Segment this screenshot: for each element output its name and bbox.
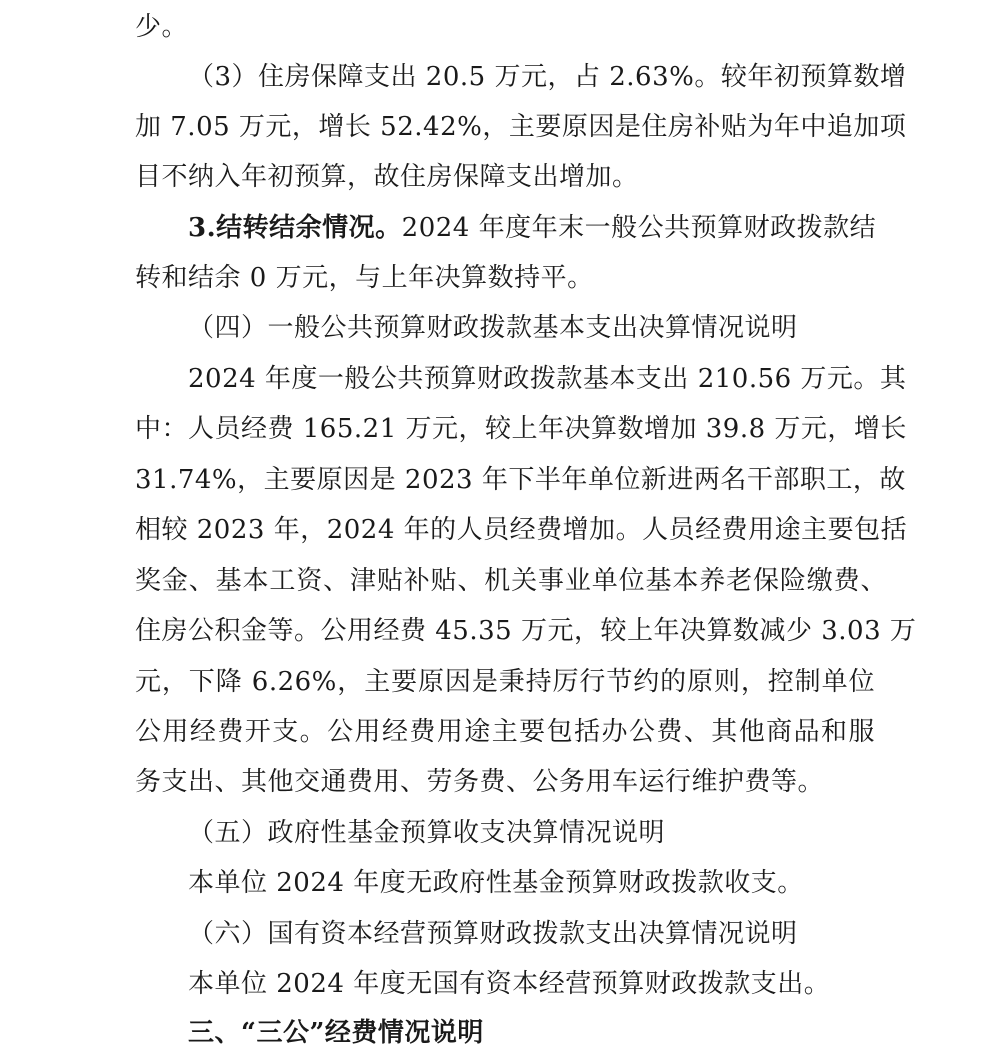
text-line: 本单位 2024 年度无国有资本经营预算财政拨款支出。 bbox=[188, 969, 831, 999]
section-heading: 3.结转结余情况。 bbox=[188, 213, 402, 243]
text-line: 加 7.05 万元，增长 52.42%，主要原因是住房补贴为年中追加项 bbox=[135, 112, 907, 142]
text-line: 相较 2023 年，2024 年的人员经费增加。人员经费用途主要包括 bbox=[135, 515, 908, 545]
text-line: 少。 bbox=[135, 12, 189, 42]
text-line: 3.结转结余情况。2024 年度年末一般公共预算财政拨款结 bbox=[188, 213, 877, 243]
text-line: 务支出、其他交通费用、劳务费、公务用车运行维护费等。 bbox=[135, 767, 825, 797]
text-line: 31.74%，主要原因是 2023 年下半年单位新进两名干部职工，故 bbox=[135, 465, 906, 495]
text-line: 奖金、基本工资、津贴补贴、机关事业单位基本养老保险缴费、 bbox=[135, 566, 887, 596]
section-heading: （四）一般公共预算财政拨款基本支出决算情况说明 bbox=[188, 313, 798, 343]
text-line: 转和结余 0 万元，与上年决算数持平。 bbox=[135, 263, 594, 293]
section-heading: 三、“三公”经费情况说明 bbox=[188, 1018, 484, 1048]
section-heading: （五）政府性基金预算收支决算情况说明 bbox=[188, 818, 666, 848]
text-line: 元，下降 6.26%，主要原因是秉持厉行节约的原则，控制单位 bbox=[135, 667, 875, 697]
section-heading: （六）国有资本经营预算财政拨款支出决算情况说明 bbox=[188, 919, 798, 949]
text-line: 公用经费开支。公用经费用途主要包括办公费、其他商品和服 bbox=[135, 717, 875, 747]
text-line: 2024 年度一般公共预算财政拨款基本支出 210.56 万元。其 bbox=[188, 364, 907, 394]
text-line: 目不纳入年初预算，故住房保障支出增加。 bbox=[135, 162, 639, 192]
text-line: 本单位 2024 年度无政府性基金预算财政拨款收支。 bbox=[188, 868, 804, 898]
text-line: （3）住房保障支出 20.5 万元，占 2.63%。较年初预算数增 bbox=[188, 62, 907, 92]
text-line: 住房公积金等。公用经费 45.35 万元，较上年决算数减少 3.03 万 bbox=[135, 616, 917, 646]
text-line: 中：人员经费 165.21 万元，较上年决算数增加 39.8 万元，增长 bbox=[135, 414, 907, 444]
